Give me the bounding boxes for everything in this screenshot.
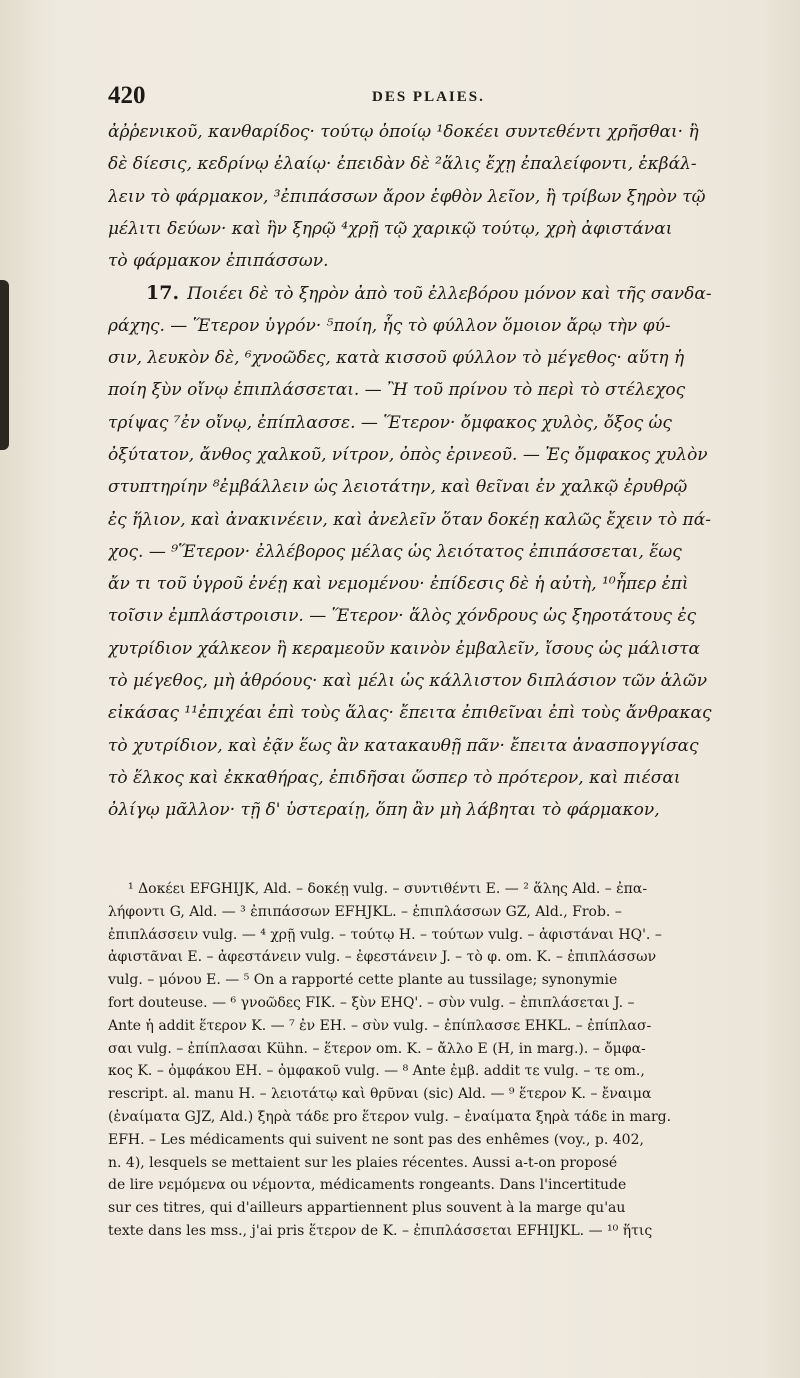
footnote-line: vulg. – μόνου E. — ⁵ On a rapporté cette plante au tussilage; synonymie bbox=[108, 972, 618, 989]
footnote-line: de lire νεμόμενα ou νέμοντα, médicaments rongeants. Dans l'incertitude bbox=[108, 1177, 627, 1194]
binding-shadow bbox=[0, 280, 9, 450]
section-number: 17. bbox=[146, 282, 180, 305]
text-line: δὲ δίεσις, κεδρίνῳ ἐλαίῳ· ἐπειδὰν δὲ ²ἅλις ἔχῃ ἐπαλείφοντι, ἐκβάλ- bbox=[108, 154, 697, 175]
running-head: DES PLAIES. bbox=[372, 89, 485, 105]
text-line: ποίη ξὺν οἴνῳ ἐπιπλάσσεται. — Ἢ τοῦ πρίνου τὸ περὶ τὸ στέλεχος bbox=[108, 380, 686, 401]
text-line: τὸ φάρμακον ἐπιπάσσων. bbox=[108, 251, 329, 272]
text-line: ὀλίγῳ μᾶλλον· τῇ δ' ὑστεραίῃ, ὅπη ἂν μὴ λάβηται τὸ φάρμακον, bbox=[108, 800, 660, 821]
text-line: ἐς ἥλιον, καὶ ἀνακινέειν, καὶ ἀνελεῖν ὅταν δοκέῃ καλῶς ἔχειν τὸ πά- bbox=[108, 509, 711, 530]
main-text bbox=[108, 116, 740, 827]
text-line: ράχης. — Ἕτερον ὑγρόν· ⁵ποίη, ἧς τὸ φύλλον ὅμοιον ἄρῳ τὴν φύ- bbox=[108, 315, 671, 336]
text-line: στυπτηρίην ⁸ἐμβάλλειν ὡς λειοτάτην, καὶ θεῖναι ἐν χαλκῷ ἐρυθρῷ bbox=[108, 477, 688, 498]
page-number: 420 bbox=[108, 82, 146, 109]
footnote-line: Ante ἡ addit ἕτερον K. — ⁷ ἐν EH. – σὺν vulg. – ἐπίπλασσε EHKL. – ἐπίπλασ- bbox=[108, 1017, 652, 1034]
footnote-line: (ἐναίματα GJZ, Ald.) ξηρὰ τάδε pro ἕτερον vulg. – ἐναίματα ξηρὰ τάδε in marg. bbox=[108, 1108, 672, 1125]
section-17-start bbox=[108, 277, 740, 309]
footnote-line: κος K. – ὀμφάκου EH. – ὀμφακοῦ vulg. — ⁸ Ante ἐμβ. addit τε vulg. – τε om., bbox=[108, 1063, 645, 1080]
text-line: μέλιτι δεύων· καὶ ἣν ξηρῷ ⁴χρῇ τῷ χαρικῷ τούτῳ, χρὴ ἀφιστάναι bbox=[108, 218, 673, 239]
footnote-line: n. 4), lesquels se mettaient sur les plaies récentes. Aussi a-t-on proposé bbox=[108, 1154, 618, 1171]
text-line: λειν τὸ φάρμακον, ³ἐπιπάσσων ἄρον ἑφθὸν λεῖον, ἢ τρίβων ξηρὸν τῷ bbox=[108, 186, 706, 207]
text-line: ἀῤῥενικοῦ, κανθαρίδος· τούτῳ ὁποίῳ ¹δοκέει συντεθέντι χρῆσθαι· ἢ bbox=[108, 122, 699, 142]
text-line: τρίψας ⁷ἐν οἴνῳ, ἐπίπλασσε. — Ἕτερον· ὄμφακος χυλὸς, ὄξος ὡς bbox=[108, 412, 672, 433]
footnote-line: rescript. al. manu H. – λειοτάτῳ καὶ θρῦναι (sic) Ald. — ⁹ ἕτερον K. – ἔναιμα bbox=[108, 1086, 652, 1103]
text-line: Ποιέει δὲ τὸ ξηρὸν ἀπὸ τοῦ ἐλλεβόρου μόνον καὶ τῆς σανδα- bbox=[187, 284, 712, 305]
footnote-line: sur ces titres, qui d'ailleurs appartiennent plus souvent à la marge qu'au bbox=[108, 1200, 626, 1217]
text-line: χυτρίδιον χάλκεον ἢ κεραμεοῦν καινὸν ἐμβαλεῖν, ἴσους ὡς μάλιστα bbox=[108, 638, 700, 659]
footnote-line: ἐπιπλάσσειν vulg. — ⁴ χρῇ vulg. – τούτῳ H. – τούτων vulg. – ἀφιστάναι HQ'. – bbox=[108, 926, 662, 943]
footnote-line: ¹ Δοκέει EFGHIJK, Ald. – δοκέῃ vulg. – συντιθέντι E. — ² ἅλης Ald. – ἐπα- bbox=[128, 881, 648, 897]
footnotes bbox=[108, 878, 740, 1243]
text-line: τὸ χυτρίδιον, καὶ ἐᾷν ἕως ἂν κατακαυθῇ πᾶν· ἔπειτα ἀνασπογγίσας bbox=[108, 735, 699, 756]
footnote-line: ἀφιστᾶναι E. – ἀφεστάνειν vulg. – ἐφεστάνειν J. – τὸ φ. om. K. – ἐπιπλάσσων bbox=[108, 949, 657, 966]
text-line: ὀξύτατον, ἄνθος χαλκοῦ, νίτρον, ὀπὸς ἐρινεοῦ. — Ἐς ὄμφακος χυλὸν bbox=[108, 444, 708, 465]
footnote-line: EFH. – Les médicaments qui suivent ne sont pas des enhêmes (voy., p. 402, bbox=[108, 1131, 644, 1148]
text-line: τὸ ἕλκος καὶ ἐκκαθήρας, ἐπιδῆσαι ὥσπερ τὸ πρότερον, καὶ πιέσαι bbox=[108, 767, 681, 788]
footnote-line: σαι vulg. – ἐπίπλασαι Kühn. – ἕτερον om. K. – ἄλλο E (H, in marg.). – ὄμφα- bbox=[108, 1040, 646, 1057]
text-line: τὸ μέγεθος, μὴ ἀθρόους· καὶ μέλι ὡς κάλλιστον διπλάσιον τῶν ἁλῶν bbox=[108, 671, 708, 692]
footnote-line: fort douteuse. — ⁶ γνοῶδες FIK. – ξὺν EHQ'. – σὺν vulg. – ἐπιπλάσεται J. – bbox=[108, 994, 635, 1011]
text-line: εἰκάσας ¹¹ἐπιχέαι ἐπὶ τοὺς ἅλας· ἔπειτα ἐπιθεῖναι ἐπὶ τοὺς ἄνθρακας bbox=[108, 703, 712, 724]
page-header bbox=[108, 82, 738, 112]
text-line: χος. — ⁹Ἕτερον· ἐλλέβορος μέλας ὡς λειότατος ἐπιπάσσεται, ἕως bbox=[108, 541, 682, 562]
text-line: σιν, λευκὸν δὲ, ⁶χνοῶδες, κατὰ κισσοῦ φύλλον τὸ μέγεθος· αὕτη ἡ bbox=[108, 348, 685, 369]
footnote-line: texte dans les mss., j'ai pris ἕτερον de K. – ἐπιπλάσσεται EFHIJKL. — ¹⁰ ἥτις bbox=[108, 1222, 653, 1239]
footnote-line: λήφοντι G, Ald. — ³ ἐπιπάσσων EFHJKL. – ἐπιπλάσσων GZ, Ald., Frob. – bbox=[108, 903, 622, 920]
text-line: ἄν τι τοῦ ὑγροῦ ἐνέῃ καὶ νεμομένου· ἐπίδεσις δὲ ἡ αὐτὴ, ¹⁰ἧπερ ἐπὶ bbox=[108, 574, 689, 595]
text-line: τοῖσιν ἐμπλάστροισιν. — Ἕτερον· ἅλὸς χόνδρους ὡς ξηροτάτους ἐς bbox=[108, 606, 697, 627]
